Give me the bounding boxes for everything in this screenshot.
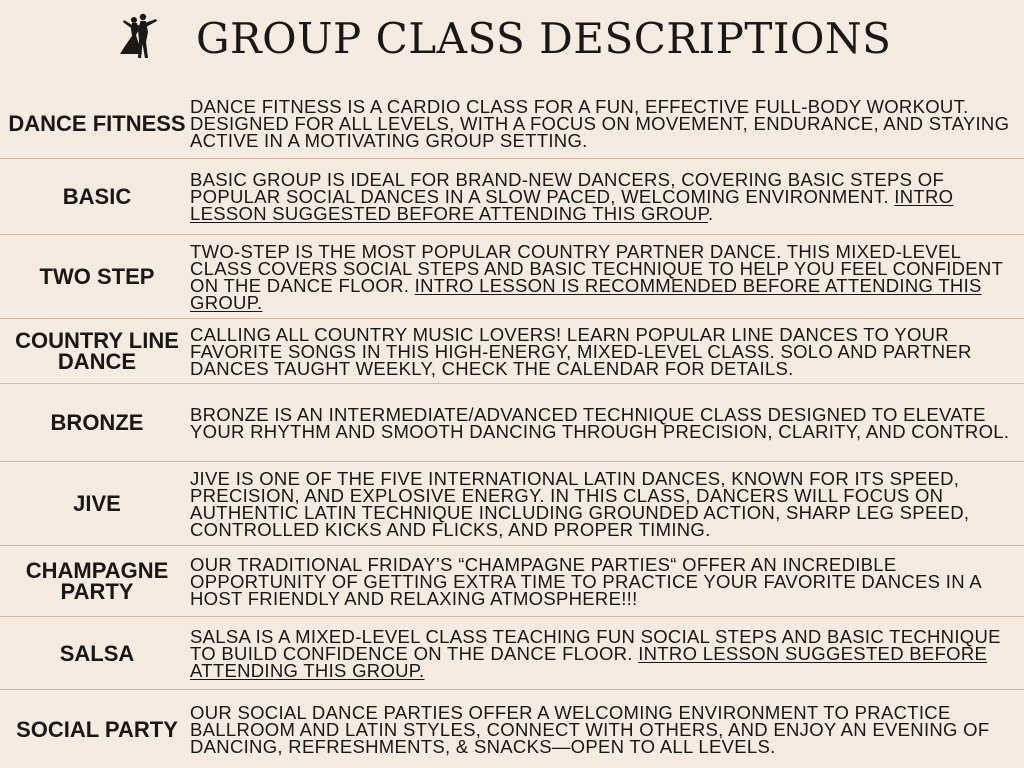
- page-title: GROUP CLASS DESCRIPTIONS: [196, 14, 892, 63]
- class-row-social-party: [0, 690, 1024, 768]
- class-name: BASIC: [62, 184, 132, 209]
- class-description: OUR TRADITIONAL FRIDAY’S “CHAMPAGNE PARTIES“ OFFER AN INCREDIBLE OPPORTUNITY OF GETTING EXTRA TIME TO PRACTICE YOUR FAVORITE DANCES IN A HOST FRIENDLY AND RELAXING ATMOSPHERE!!!: [190, 553, 981, 609]
- class-name: SALSA: [59, 640, 135, 666]
- intro-lesson-link[interactable]: INTRO LESSON IS RECOMMENDED BEFORE ATTENDING THIS GROUP.: [190, 274, 982, 313]
- class-description: TWO-STEP IS THE MOST POPULAR COUNTRY PARTNER DANCE. THIS MIXED-LEVEL CLASS COVERS SOCIAL STEPS AND BASIC TECHNIQUE TO HELP YOU FEEL CONFIDENT ON THE DANCE FLOOR. INTRO LESSON IS RECOMMENDED BEFORE ATTENDING THIS GROUP.: [190, 240, 1003, 313]
- class-name: TWO STEP: [39, 264, 155, 289]
- class-description: DANCE FITNESS IS A CARDIO CLASS FOR A FUN, EFFECTIVE FULL-BODY WORKOUT. DESIGNED FOR ALL LEVELS, WITH A FOCUS ON MOVEMENT, ENDURANCE, AND STAYING ACTIVE IN A MOTIVATING GROUP SETTING.: [190, 95, 1010, 151]
- class-description: BASIC GROUP IS IDEAL FOR BRAND-NEW DANCERS, COVERING BASIC STEPS OF POPULAR SOCIAL DANCES IN A SLOW PACED, WELCOMING ENVIRONMENT. INTRO LESSON SUGGESTED BEFORE ATTENDING THIS GROUP.: [190, 169, 954, 224]
- intro-lesson-link[interactable]: INTRO LESSON SUGGESTED BEFORE ATTENDING THIS GROUP: [190, 186, 954, 224]
- class-name: DANCE FITNESS: [8, 110, 186, 136]
- page-header: [0, 0, 1024, 88]
- class-row-two-step: [0, 235, 1024, 319]
- class-row-jive: [0, 462, 1024, 546]
- class-row-basic: [0, 159, 1024, 235]
- class-description: SALSA IS A MIXED-LEVEL CLASS TEACHING FUN SOCIAL STEPS AND BASIC TECHNIQUE TO BUILD CONFIDENCE ON THE DANCE FLOOR. INTRO LESSON SUGGESTED BEFORE ATTENDING THIS GROUP.: [190, 625, 1001, 681]
- class-row-bronze: [0, 384, 1024, 462]
- dancing-couple-icon: [112, 10, 168, 66]
- class-list: [0, 88, 1024, 768]
- class-row-country-line-dance: [0, 319, 1024, 384]
- class-description: JIVE IS ONE OF THE FIVE INTERNATIONAL LATIN DANCES, KNOWN FOR ITS SPEED, PRECISION, AND EXPLOSIVE ENERGY. IN THIS CLASS, DANCERS WILL FOCUS ON AUTHENTIC LATIN TECHNIQUE INCLUDING GROUNDED ACTION, SHARP LEG SPEED, CONTROLLED KICKS AND FLICKS, AND PROPER TIMING.: [190, 467, 970, 540]
- class-description: CALLING ALL COUNTRY MUSIC LOVERS! LEARN POPULAR LINE DANCES TO YOUR FAVORITE SONGS IN THIS HIGH-ENERGY, MIXED-LEVEL CLASS. SOLO AND PARTNER DANCES TAUGHT WEEKLY, CHECK THE CALENDAR FOR DETAILS.: [190, 323, 972, 379]
- class-row-champagne-party: [0, 546, 1024, 617]
- class-name: BRONZE: [50, 410, 144, 435]
- class-row-salsa: [0, 617, 1024, 690]
- class-description: BRONZE IS AN INTERMEDIATE/ADVANCED TECHNIQUE CLASS DESIGNED TO ELEVATE YOUR RHYTHM AND SMOOTH DANCING THROUGH PRECISION, CLARITY, AND CONTROL.: [190, 403, 1010, 442]
- class-name: COUNTRY LINE DANCE: [15, 328, 179, 374]
- class-name: SOCIAL PARTY: [16, 716, 178, 742]
- class-name: JIVE: [73, 491, 121, 516]
- intro-lesson-link[interactable]: INTRO LESSON SUGGESTED BEFORE ATTENDING THIS GROUP.: [190, 642, 988, 681]
- class-row-dance-fitness: [0, 88, 1024, 159]
- class-name: CHAMPAGNE PARTY: [25, 558, 169, 604]
- class-description: OUR SOCIAL DANCE PARTIES OFFER A WELCOMING ENVIRONMENT TO PRACTICE BALLROOM AND LATIN STYLES, CONNECT WITH OTHERS, AND ENJOY AN EVENING OF DANCING, REFRESHMENTS, & SNACKS—OPEN TO ALL LEVELS.: [190, 701, 990, 757]
